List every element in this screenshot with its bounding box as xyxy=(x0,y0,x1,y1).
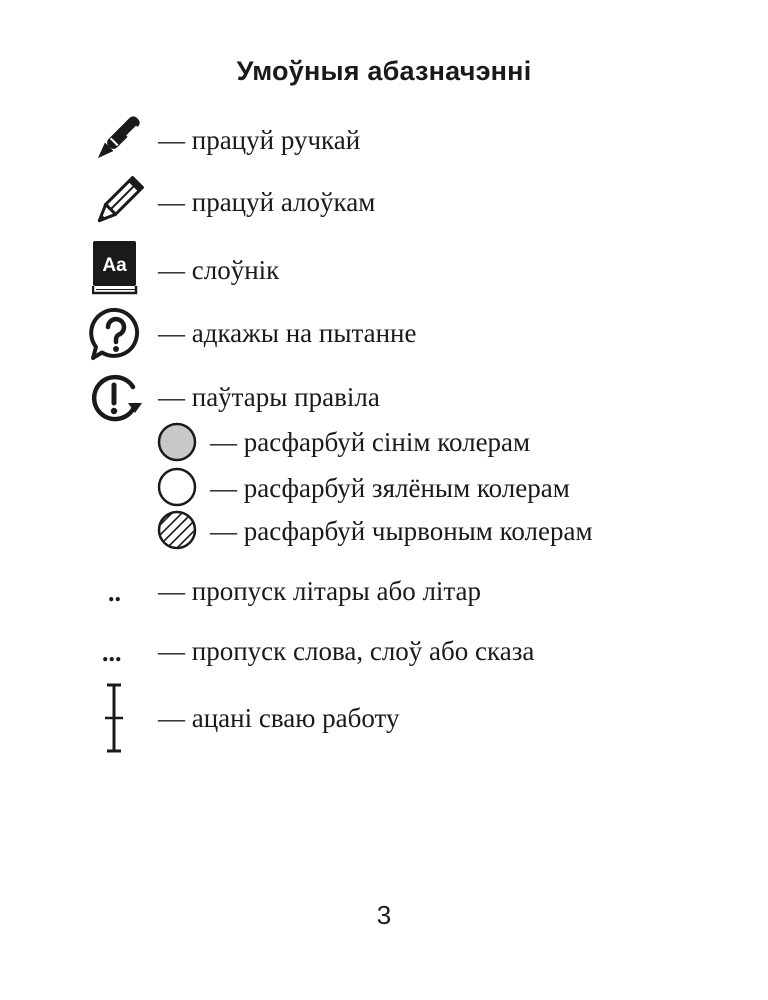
pen-icon xyxy=(90,112,144,166)
legend-text-green: — расфарбуй зялёным колерам xyxy=(210,473,570,503)
legend-text-self-check: — ацані сваю работу xyxy=(158,703,400,733)
legend-text-letter-gap: — пропуск літары або літар xyxy=(158,576,482,606)
repeat-rule-icon xyxy=(88,372,146,424)
rating-scale-icon xyxy=(100,682,128,754)
word-gap-symbol: ... xyxy=(102,638,122,667)
dictionary-book-icon xyxy=(92,240,138,296)
page-title: Умоўныя абазначэнні xyxy=(236,56,532,86)
legend-text-word-gap: — пропуск слова, слоў або сказа xyxy=(158,636,535,666)
gray-circle-icon xyxy=(156,421,198,463)
legend-text-pencil: — працуй алоўкам xyxy=(158,187,376,217)
legend-text-dictionary: — слоўнік xyxy=(158,255,280,285)
pencil-icon xyxy=(90,176,144,230)
legend-text-pen: — працуй ручкай xyxy=(158,125,361,155)
dictionary-icon-label: Aa xyxy=(102,255,127,276)
hatched-circle-icon xyxy=(156,509,198,551)
legend-text-blue: — расфарбуй сінім колерам xyxy=(210,427,531,457)
page-number: 3 xyxy=(376,900,392,930)
legend-text-red: — расфарбуй чырвоным колерам xyxy=(210,516,593,546)
letter-gap-symbol: .. xyxy=(108,578,121,607)
legend-text-question: — адкажы на пытанне xyxy=(158,318,417,348)
question-bubble-icon xyxy=(88,306,144,362)
white-circle-icon xyxy=(156,466,198,508)
legend-text-repeat: — паўтары правіла xyxy=(158,382,380,412)
